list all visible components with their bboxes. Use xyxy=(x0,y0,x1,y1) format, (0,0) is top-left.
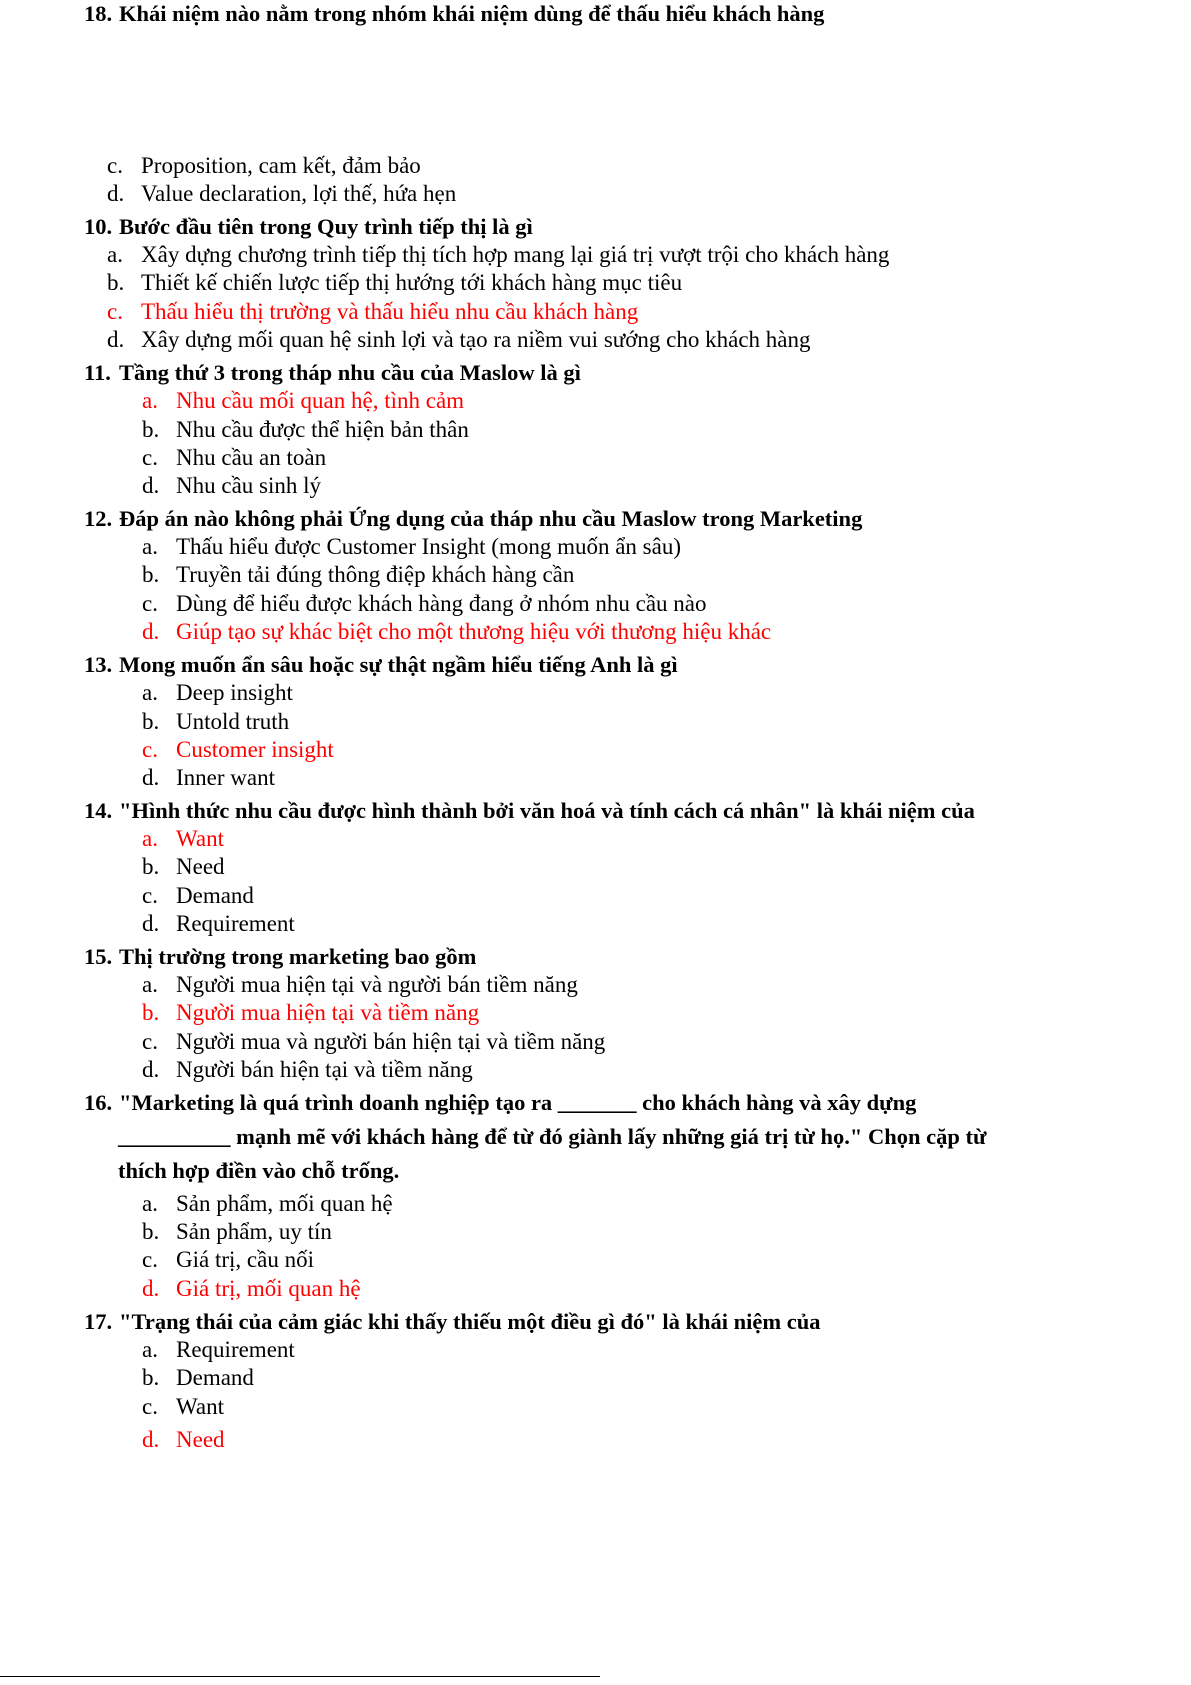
option-marker: b. xyxy=(142,417,160,442)
question-number: 16. xyxy=(84,1090,113,1115)
option-text: Nhu cầu an toàn xyxy=(176,445,327,470)
question-heading xyxy=(84,0,824,28)
answer-option xyxy=(142,910,295,938)
answer-option xyxy=(142,472,321,500)
question-text: Tầng thứ 3 trong tháp nhu cầu của Maslow là gì xyxy=(119,360,581,385)
question-text-continued: __________ mạnh mẽ với khách hàng để từ đó giành lấy những giá trị từ họ." Chọn cặp từ xyxy=(118,1124,987,1149)
option-marker: b. xyxy=(142,1000,160,1025)
option-text: Demand xyxy=(176,883,254,908)
answer-option xyxy=(142,416,469,444)
answer-option xyxy=(107,152,421,180)
answer-option-correct xyxy=(142,618,771,646)
option-marker: a. xyxy=(142,1191,158,1216)
option-text: Deep insight xyxy=(176,680,293,705)
question-heading xyxy=(84,651,678,679)
question-number: 18. xyxy=(84,1,113,26)
option-text: Truyền tải đúng thông điệp khách hàng cần xyxy=(176,562,575,587)
option-text: Sản phẩm, uy tín xyxy=(176,1219,332,1244)
question-number: 13. xyxy=(84,652,113,677)
question-text: Đáp án nào không phải Ứng dụng của tháp nhu cầu Maslow trong Marketing xyxy=(119,506,863,531)
answer-option-correct xyxy=(142,825,224,853)
option-marker: b. xyxy=(142,562,160,587)
option-marker: d. xyxy=(142,473,160,498)
option-marker: b. xyxy=(142,1365,160,1390)
answer-option xyxy=(142,708,289,736)
question-heading xyxy=(84,943,476,971)
question-number: 14. xyxy=(84,798,113,823)
question-text: "Trạng thái của cảm giác khi thấy thiếu một điều gì đó" là khái niệm của xyxy=(119,1309,821,1334)
answer-option xyxy=(142,764,275,792)
option-marker: c. xyxy=(142,445,158,470)
option-text: Thấu hiểu được Customer Insight (mong muốn ẩn sâu) xyxy=(176,534,681,559)
question-heading xyxy=(84,1308,821,1336)
answer-option-correct xyxy=(142,999,479,1027)
option-marker: b. xyxy=(107,270,125,295)
answer-option xyxy=(142,1364,254,1392)
option-text: Giúp tạo sự khác biệt cho một thương hiệu với thương hiệu khác xyxy=(176,619,772,644)
option-text: Demand xyxy=(176,1365,254,1390)
question-text: Khái niệm nào nằm trong nhóm khái niệm dùng để thấu hiểu khách hàng xyxy=(119,1,825,26)
question-number: 10. xyxy=(84,214,113,239)
option-marker: d. xyxy=(142,619,160,644)
option-marker: a. xyxy=(142,534,158,559)
option-marker: c. xyxy=(142,591,158,616)
question-number: 12. xyxy=(84,506,113,531)
answer-option xyxy=(142,679,293,707)
question-text: "Hình thức nhu cầu được hình thành bởi văn hoá và tính cách cá nhân" là khái niệm của xyxy=(119,798,975,823)
option-marker: a. xyxy=(107,242,123,267)
option-marker: d. xyxy=(107,181,125,206)
option-marker: a. xyxy=(142,826,158,851)
option-marker: d. xyxy=(107,327,125,352)
option-marker: c. xyxy=(142,737,158,762)
answer-option xyxy=(142,1246,314,1274)
option-text: Inner want xyxy=(176,765,275,790)
option-text: Người bán hiện tại và tiềm năng xyxy=(176,1057,473,1082)
answer-option xyxy=(142,590,707,618)
question-text: "Marketing là quá trình doanh nghiệp tạo ra _______ cho khách hàng và xây dựng xyxy=(119,1090,917,1115)
option-text: Proposition, cam kết, đảm bảo xyxy=(141,153,421,178)
option-text: Thiết kế chiến lược tiếp thị hướng tới khách hàng mục tiêu xyxy=(141,270,683,295)
question-heading xyxy=(84,797,975,825)
option-marker: c. xyxy=(142,1029,158,1054)
question-number: 11. xyxy=(84,360,111,385)
option-text: Người mua hiện tại và người bán tiềm năng xyxy=(176,972,578,997)
option-marker: a. xyxy=(142,972,158,997)
question-text: Bước đầu tiên trong Quy trình tiếp thị là gì xyxy=(119,214,533,239)
option-marker: c. xyxy=(107,299,123,324)
option-text: Customer insight xyxy=(176,737,334,762)
option-text: Value declaration, lợi thế, hứa hẹn xyxy=(141,181,457,206)
answer-option xyxy=(142,971,578,999)
question-number: 17. xyxy=(84,1309,113,1334)
option-text: Sản phẩm, mối quan hệ xyxy=(176,1191,393,1216)
answer-option xyxy=(142,1190,393,1218)
option-text: Nhu cầu mối quan hệ, tình cảm xyxy=(176,388,465,413)
answer-option xyxy=(142,561,574,589)
option-text: Untold truth xyxy=(176,709,290,734)
answer-option-correct xyxy=(107,298,638,326)
answer-option xyxy=(142,1393,224,1421)
answer-option xyxy=(142,533,681,561)
option-text: Xây dựng chương trình tiếp thị tích hợp mang lại giá trị vượt trội cho khách hàng xyxy=(141,242,890,267)
option-marker: c. xyxy=(107,153,123,178)
answer-option xyxy=(142,1336,295,1364)
answer-option xyxy=(142,1028,605,1056)
option-marker: d. xyxy=(142,765,160,790)
option-text: Thấu hiểu thị trường và thấu hiểu nhu cầu khách hàng xyxy=(141,299,639,324)
option-text: Requirement xyxy=(176,1337,295,1362)
footer-divider xyxy=(0,1676,600,1677)
option-text: Giá trị, cầu nối xyxy=(176,1247,314,1272)
answer-option-correct xyxy=(142,1426,225,1454)
option-marker: c. xyxy=(142,1247,158,1272)
question-heading xyxy=(84,359,581,387)
option-text: Nhu cầu được thể hiện bản thân xyxy=(176,417,469,442)
question-text: Mong muốn ẩn sâu hoặc sự thật ngầm hiểu tiếng Anh là gì xyxy=(119,652,678,677)
option-marker: d. xyxy=(142,911,160,936)
option-text: Want xyxy=(176,826,224,851)
question-text: Thị trường trong marketing bao gồm xyxy=(119,944,477,969)
option-marker: b. xyxy=(142,1219,160,1244)
answer-option xyxy=(142,853,225,881)
option-marker: d. xyxy=(142,1276,160,1301)
answer-option xyxy=(142,444,326,472)
option-text: Dùng để hiểu được khách hàng đang ở nhóm nhu cầu nào xyxy=(176,591,707,616)
answer-option-correct xyxy=(142,736,334,764)
question-heading xyxy=(84,1089,916,1117)
answer-option xyxy=(107,269,682,297)
question-text-continued: thích hợp điền vào chỗ trống. xyxy=(118,1158,400,1183)
answer-option xyxy=(107,326,810,354)
option-marker: d. xyxy=(142,1427,160,1452)
option-marker: a. xyxy=(142,388,158,413)
option-marker: b. xyxy=(142,854,160,879)
option-text: Người mua hiện tại và tiềm năng xyxy=(176,1000,480,1025)
option-text: Want xyxy=(176,1394,224,1419)
answer-option xyxy=(107,241,889,269)
question-heading xyxy=(84,213,533,241)
option-marker: a. xyxy=(142,1337,158,1362)
option-text: Giá trị, mối quan hệ xyxy=(176,1276,361,1301)
option-text: Nhu cầu sinh lý xyxy=(176,473,322,498)
answer-option xyxy=(142,882,254,910)
question-number: 15. xyxy=(84,944,113,969)
question-heading xyxy=(84,505,862,533)
option-marker: a. xyxy=(142,680,158,705)
option-marker: c. xyxy=(142,1394,158,1419)
answer-option xyxy=(107,180,456,208)
answer-option-correct xyxy=(142,1275,361,1303)
option-text: Need xyxy=(176,1427,225,1452)
answer-option xyxy=(142,1056,473,1084)
option-text: Need xyxy=(176,854,225,879)
answer-option xyxy=(142,1218,332,1246)
answer-option-correct xyxy=(142,387,464,415)
option-text: Requirement xyxy=(176,911,295,936)
option-text: Người mua và người bán hiện tại và tiềm năng xyxy=(176,1029,606,1054)
option-marker: d. xyxy=(142,1057,160,1082)
option-marker: c. xyxy=(142,883,158,908)
option-marker: b. xyxy=(142,709,160,734)
option-text: Xây dựng mối quan hệ sinh lợi và tạo ra niềm vui sướng cho khách hàng xyxy=(141,327,811,352)
